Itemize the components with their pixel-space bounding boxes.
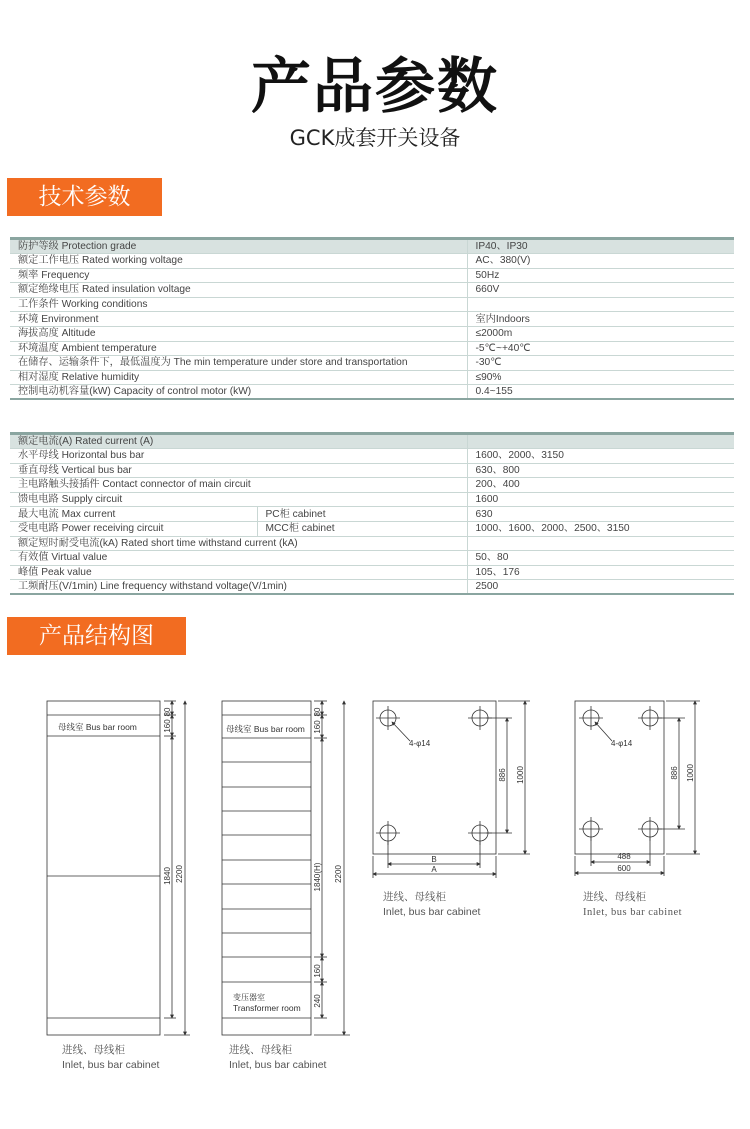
cab2-dim-1840: 1840(H) <box>313 862 322 892</box>
base-plan-1 <box>373 701 530 878</box>
plan1-caption-en: Inlet, bus bar cabinet <box>383 906 481 918</box>
spec-name: 防护等级 Protection grade <box>10 239 467 254</box>
current-name: 工频耐压(V/1min) Line frequency withstand voltage(V/1min) <box>10 580 467 595</box>
cab1-dim-80: 80 <box>163 707 172 717</box>
current-name: 水平母线 Horizontal bus bar <box>10 449 467 464</box>
cab1-dim-2200: 2200 <box>175 865 184 883</box>
current-value: 630 <box>467 507 734 522</box>
current-name: 额定电流(A) Rated current (A) <box>10 434 467 449</box>
plan1-hole-label: 4-φ14 <box>409 739 431 748</box>
spec-name: 环境 Environment <box>10 312 467 327</box>
page-title: 产品参数 <box>251 52 499 122</box>
current-value: 200、400 <box>467 478 734 493</box>
plan2-dim-600: 600 <box>617 864 631 873</box>
cab2-dim-2200: 2200 <box>334 865 343 883</box>
cab2-caption-en: Inlet, bus bar cabinet <box>229 1059 327 1071</box>
plan2-caption-cn: 进线、母线柜 <box>583 891 646 903</box>
spec-value: 660V <box>467 283 734 298</box>
cab2-dim-160b: 160 <box>313 964 322 978</box>
plan1-dim-1000: 1000 <box>516 766 525 784</box>
spec-name: 海拔高度 Altitude <box>10 326 467 341</box>
spec-name: 额定工作电压 Rated working voltage <box>10 254 467 269</box>
page-subtitle: GCK成套开关设备 <box>289 126 461 150</box>
cab2-room-label: 母线室 Bus bar room <box>226 724 305 734</box>
current-sub: PC柜 cabinet <box>257 507 467 522</box>
base-plan-2 <box>575 701 700 876</box>
current-value: 2500 <box>467 580 734 595</box>
spec-name: 控制电动机容量(kW) Capacity of control motor (kW) <box>10 385 467 400</box>
plan1-caption-cn: 进线、母线柜 <box>383 891 446 903</box>
current-sub: MCC柜 cabinet <box>257 521 467 536</box>
cab1-dim-160: 160 <box>163 719 172 733</box>
cab2-dim-160: 160 <box>313 720 322 734</box>
current-name: 主电路触头接插件 Contact connector of main circuit <box>10 478 467 493</box>
structure-section-header: 产品结构图 <box>7 617 186 655</box>
current-name: 馈电电路 Supply circuit <box>10 492 467 507</box>
spec-name: 频率 Frequency <box>10 268 467 283</box>
spec-name: 额定绝缘电压 Rated insulation voltage <box>10 283 467 298</box>
spec-name: 环境温度 Ambient temperature <box>10 341 467 356</box>
plan1-dim-886: 886 <box>498 768 507 782</box>
spec-value: 50Hz <box>467 268 734 283</box>
current-name: 最大电流 Max current <box>10 507 257 522</box>
current-name: 受电电路 Power receiving circuit <box>10 521 257 536</box>
current-name: 额定短时耐受电流(kA) Rated short time withstand current (kA) <box>10 536 467 551</box>
spec-name: 相对湿度 Relative humidity <box>10 370 467 385</box>
current-name: 垂直母线 Vertical bus bar <box>10 463 467 478</box>
current-value: 1600 <box>467 492 734 507</box>
plan2-caption-en: Inlet, bus bar cabinet <box>583 907 683 918</box>
cab2-dim-240: 240 <box>313 994 322 1008</box>
plan2-dim-488: 488 <box>617 852 631 861</box>
current-value: 105、176 <box>467 565 734 580</box>
spec-value: -5℃~+40℃ <box>467 341 734 356</box>
plan1-dim-a: A <box>431 865 437 874</box>
cab2-dim-80: 80 <box>313 707 322 717</box>
cab1-caption-en: Inlet, bus bar cabinet <box>62 1059 160 1071</box>
cab1-caption-cn: 进线、母线柜 <box>62 1044 125 1056</box>
cab2-transformer-cn: 变压器室 <box>233 993 265 1002</box>
cab2-caption-cn: 进线、母线柜 <box>229 1044 292 1056</box>
spec-value: ≤90% <box>467 370 734 385</box>
current-name: 峰值 Peak value <box>10 565 467 580</box>
spec-name: 在储存、运输条件下，最低温度为 The min temperature under store and transportation <box>10 356 467 371</box>
current-name: 有效值 Virtual value <box>10 551 467 566</box>
current-value: 1600、2000、3150 <box>467 449 734 464</box>
plan2-dim-1000: 1000 <box>686 764 695 782</box>
spec-value: 室内Indoors <box>467 312 734 327</box>
spec-value: -30℃ <box>467 356 734 371</box>
current-value: 630、800 <box>467 463 734 478</box>
current-value: 1000、1600、2000、2500、3150 <box>467 521 734 536</box>
spec-name: 工作条件 Working conditions <box>10 297 467 312</box>
spec-value: AC、380(V) <box>467 254 734 269</box>
cab2-transformer-en: Transformer room <box>233 1003 301 1013</box>
plan2-hole-label: 4-φ14 <box>611 739 633 748</box>
cabinet-elevation-2 <box>222 701 350 1035</box>
spec-value: IP40、IP30 <box>467 239 734 254</box>
spec-value: 0.4~155 <box>467 385 734 400</box>
plan2-dim-886: 886 <box>670 766 679 780</box>
tech-section-header: 技术参数 <box>7 178 162 216</box>
cab1-dim-1840: 1840 <box>163 867 172 885</box>
cab1-room-label: 母线室 Bus bar room <box>58 722 137 732</box>
spec-value: ≤2000m <box>467 326 734 341</box>
current-value: 50、80 <box>467 551 734 566</box>
plan1-dim-b: B <box>431 855 437 864</box>
